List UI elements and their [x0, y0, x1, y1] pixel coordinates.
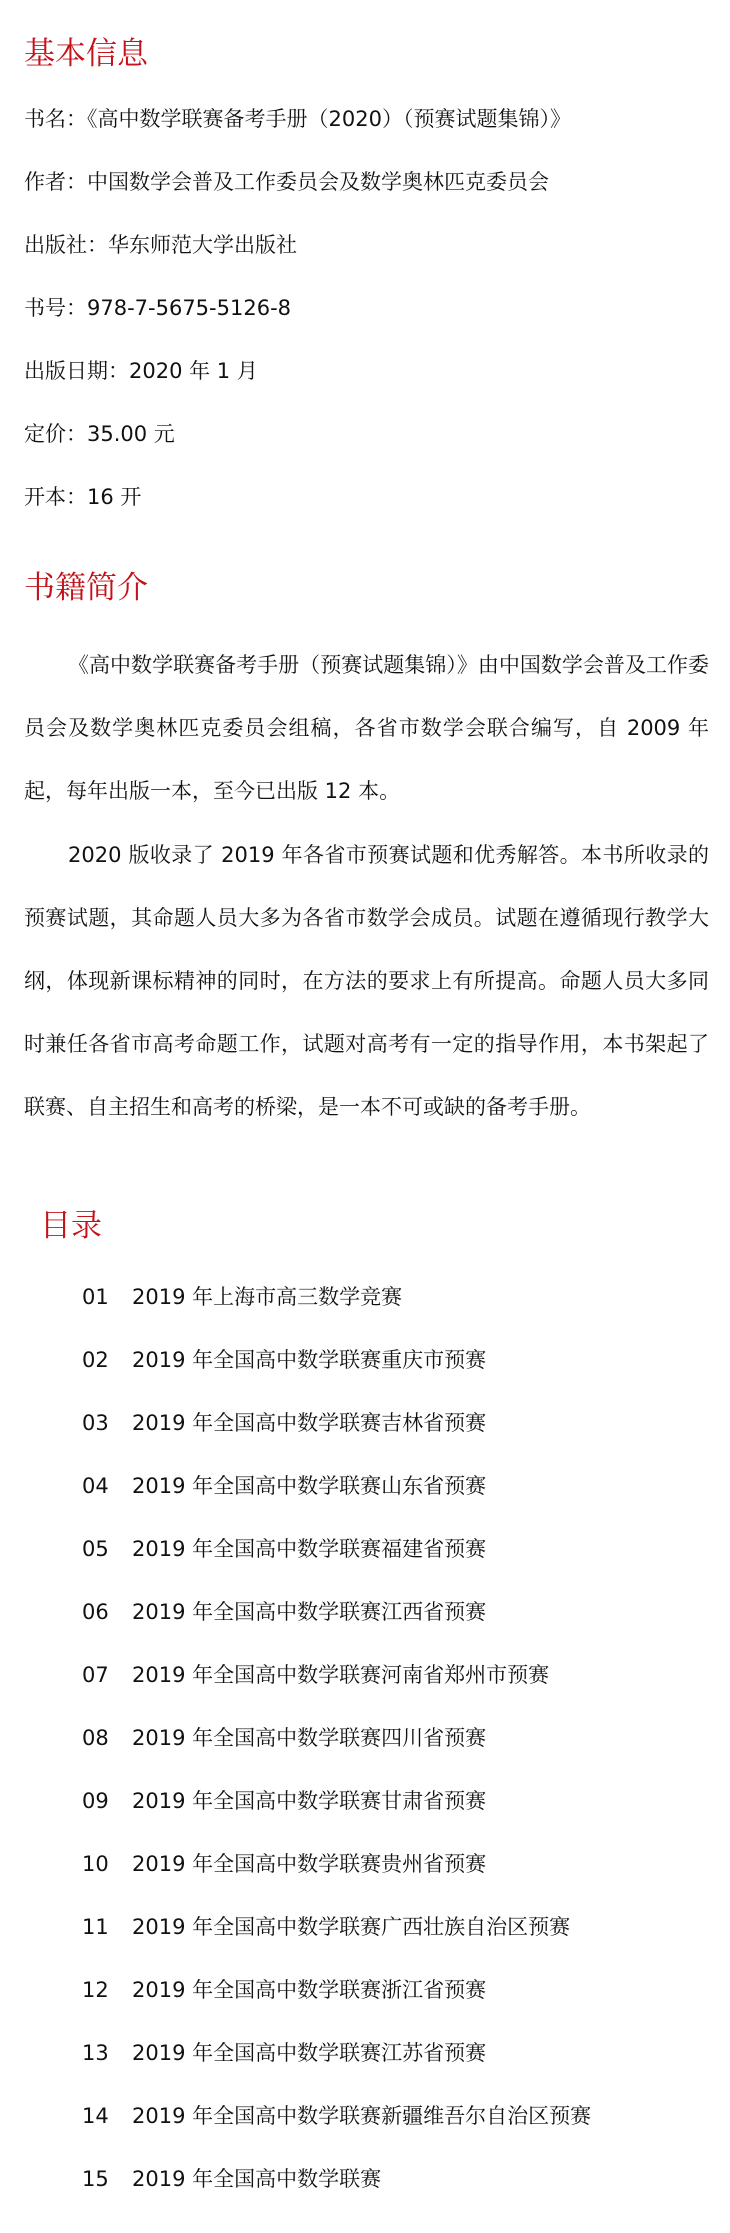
toc-item — [0, 1833, 730, 1896]
toc-list — [0, 1266, 730, 2211]
toc-item — [0, 2148, 730, 2211]
toc-item — [0, 1770, 730, 1833]
toc-item-title: 2019 年全国高中数学联赛 — [132, 2167, 382, 2191]
toc-item-number: 15 — [82, 2167, 109, 2191]
toc-item-number: 04 — [82, 1474, 109, 1498]
toc-item-title: 2019 年全国高中数学联赛山东省预赛 — [132, 1474, 487, 1498]
toc-item-number: 01 — [82, 1285, 109, 1309]
toc-item-number: 10 — [82, 1852, 109, 1876]
toc-item-title: 2019 年全国高中数学联赛浙江省预赛 — [132, 1978, 487, 2002]
toc-item-number: 14 — [82, 2104, 109, 2128]
book-name-line: 书名：《高中数学联赛备考手册（2020）（预赛试题集锦）》 — [24, 107, 571, 131]
intro-body — [24, 634, 709, 1140]
toc-item — [0, 1896, 730, 1959]
toc-item — [0, 1392, 730, 1455]
toc-item-title: 2019 年全国高中数学联赛福建省预赛 — [132, 1537, 487, 1561]
toc-item — [0, 1329, 730, 1392]
intro-paragraph: 2020 版收录了 2019 年各省市预赛试题和优秀解答。本书所收录的预赛试题，其命题人员大多为各省市数学会成员。试题在遵循现行教学大纲，体现新课标精神的同时，在方法的要求上有所提高。命题人员大多同时兼任各省市高考命题工作，试题对高考有一定的指导作用，本书架起了联赛、自主招生和高考的桥梁，是一本不可或缺的备考手册。 — [24, 843, 709, 1119]
toc-item — [0, 1707, 730, 1770]
toc-item-number: 12 — [82, 1978, 109, 2002]
toc-item-number: 03 — [82, 1411, 109, 1435]
format-line: 开本：16 开 — [24, 485, 142, 509]
toc-item-number: 09 — [82, 1789, 109, 1813]
toc-item-title: 2019 年全国高中数学联赛吉林省预赛 — [132, 1411, 487, 1435]
toc-heading: 目录 — [40, 1208, 102, 1244]
toc-item-number: 13 — [82, 2041, 109, 2065]
toc-item-title: 2019 年全国高中数学联赛四川省预赛 — [132, 1726, 487, 1750]
toc-item-number: 06 — [82, 1600, 109, 1624]
toc-item — [0, 1581, 730, 1644]
toc-item-title: 2019 年全国高中数学联赛河南省郑州市预赛 — [132, 1663, 550, 1687]
toc-item-number: 05 — [82, 1537, 109, 1561]
price-line: 定价：35.00 元 — [24, 422, 175, 446]
basic-info-heading: 基本信息 — [24, 36, 148, 72]
intro-heading: 书籍简介 — [24, 570, 148, 606]
toc-item-title: 2019 年全国高中数学联赛新疆维吾尔自治区预赛 — [132, 2104, 592, 2128]
toc-item — [0, 2085, 730, 2148]
toc-item-title: 2019 年全国高中数学联赛广西壮族自治区预赛 — [132, 1915, 571, 1939]
toc-item — [0, 2022, 730, 2085]
toc-item-number: 07 — [82, 1663, 109, 1687]
toc-item-title: 2019 年上海市高三数学竞赛 — [132, 1285, 403, 1309]
toc-item — [0, 1266, 730, 1329]
toc-item — [0, 1644, 730, 1707]
pub-date-line: 出版日期：2020 年 1 月 — [24, 359, 258, 383]
toc-item — [0, 1959, 730, 2022]
toc-item-title: 2019 年全国高中数学联赛江西省预赛 — [132, 1600, 487, 1624]
toc-item-title: 2019 年全国高中数学联赛甘肃省预赛 — [132, 1789, 487, 1813]
toc-item — [0, 1518, 730, 1581]
toc-item-number: 11 — [82, 1915, 109, 1939]
author-line: 作者：中国数学会普及工作委员会及数学奥林匹克委员会 — [24, 170, 549, 194]
publisher-line: 出版社：华东师范大学出版社 — [24, 233, 297, 257]
toc-item-title: 2019 年全国高中数学联赛重庆市预赛 — [132, 1348, 487, 1372]
toc-item-title: 2019 年全国高中数学联赛江苏省预赛 — [132, 2041, 487, 2065]
intro-paragraph: 《高中数学联赛备考手册（预赛试题集锦）》由中国数学会普及工作委员会及数学奥林匹克委员会组稿，各省市数学会联合编写，自 2009 年起，每年出版一本，至今已出版 12 本。 — [24, 653, 709, 803]
toc-item-number: 02 — [82, 1348, 109, 1372]
toc-item — [0, 1455, 730, 1518]
toc-item-number: 08 — [82, 1726, 109, 1750]
isbn-line: 书号：978-7-5675-5126-8 — [24, 296, 292, 320]
toc-item-title: 2019 年全国高中数学联赛贵州省预赛 — [132, 1852, 487, 1876]
